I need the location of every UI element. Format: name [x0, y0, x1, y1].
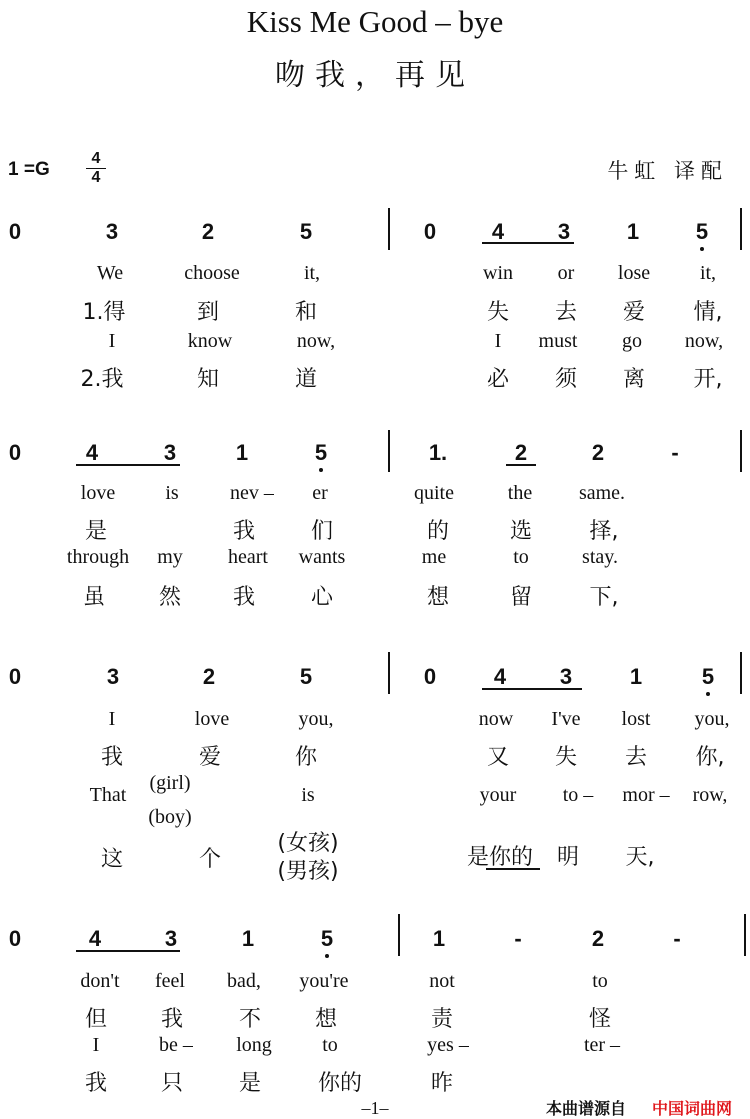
lyric: 昨: [430, 1071, 453, 1096]
lyric: 我: [84, 1071, 107, 1096]
lyric: 离: [622, 367, 645, 392]
lyric: is: [301, 784, 315, 806]
lyric: 然: [158, 585, 181, 610]
lyric: quite: [414, 482, 454, 504]
lyric: 和: [294, 300, 317, 325]
time-signature: [86, 150, 106, 187]
lyric: We: [96, 262, 124, 284]
lyric: 明: [556, 845, 579, 870]
note-dotted: [696, 664, 720, 690]
lyric: row,: [692, 784, 728, 806]
note: 1: [629, 664, 643, 689]
lyric: now: [478, 708, 514, 730]
lyric: must: [538, 330, 578, 352]
lyric: now,: [684, 330, 724, 352]
lyric: 是: [84, 519, 107, 544]
lyric: (男孩): [277, 859, 339, 884]
note-digit: 5: [701, 664, 715, 689]
lyric: lost: [621, 708, 651, 730]
lyric: wants: [298, 546, 346, 568]
lyric: 爱: [198, 745, 221, 770]
note: 1: [626, 219, 640, 244]
note: 1: [432, 926, 446, 951]
barline: [744, 914, 746, 956]
lyric: I: [108, 708, 116, 730]
lyric: nev –: [230, 482, 274, 504]
lyric: you,: [694, 708, 730, 730]
lyric: 知: [196, 367, 219, 392]
note: 2: [202, 664, 216, 689]
lyric: I: [108, 330, 116, 352]
lyric: long: [236, 1034, 272, 1056]
barline: [398, 914, 400, 956]
note: 3: [106, 664, 120, 689]
lyric: you,: [298, 708, 334, 730]
lyric: don't: [80, 970, 120, 992]
note: 3: [164, 926, 178, 951]
note: -: [514, 926, 522, 951]
lyric: 开,: [693, 367, 723, 392]
lyric: go: [622, 330, 642, 352]
meter-bottom: 4: [91, 169, 101, 186]
lyric: my: [157, 546, 183, 568]
note: 0: [423, 664, 437, 689]
lyric: 爱: [622, 300, 645, 325]
lyric: 个: [198, 847, 221, 872]
lyric: choose: [184, 262, 240, 284]
note-digit: 5: [320, 926, 334, 951]
lyric: me: [421, 546, 447, 568]
lyric: heart: [228, 546, 268, 568]
lyric: 天,: [625, 845, 655, 870]
lyric: I: [92, 1034, 100, 1056]
lyric: or: [557, 262, 575, 284]
page-number: –1–: [361, 1098, 389, 1118]
lyric: 失: [554, 745, 577, 770]
lyric: 心: [310, 585, 333, 610]
note: 2: [514, 440, 528, 465]
note: -: [671, 440, 679, 465]
barline: [388, 208, 390, 250]
note: 1.: [428, 440, 448, 465]
lyric: 道: [294, 367, 317, 392]
octave-dot: [700, 247, 704, 251]
lyric: 我: [232, 585, 255, 610]
note: 5: [299, 664, 313, 689]
lyric: stay.: [582, 546, 618, 568]
title-chinese: 吻我，再见: [275, 58, 475, 93]
title-english: Kiss Me Good – bye: [246, 4, 504, 39]
lyric: be –: [159, 1034, 193, 1056]
note: -: [673, 926, 681, 951]
lyric: 的: [426, 519, 449, 544]
lyric: yes –: [427, 1034, 469, 1056]
note: 3: [105, 219, 119, 244]
note: 1: [235, 440, 249, 465]
lyric: 我: [100, 745, 123, 770]
lyric: 情,: [693, 300, 723, 325]
lyric: er: [312, 482, 328, 504]
note-dotted: [690, 219, 714, 245]
lyric: 我: [232, 519, 255, 544]
barline: [740, 652, 742, 694]
lyric: feel: [155, 970, 185, 992]
lyric: now,: [296, 330, 336, 352]
note-digit: 5: [314, 440, 328, 465]
note: 2: [591, 926, 605, 951]
lyric: it,: [699, 262, 717, 284]
lyric: the: [507, 482, 533, 504]
lyric: to –: [562, 784, 594, 806]
barline: [740, 430, 742, 472]
note: 5: [299, 219, 313, 244]
lyric: not: [429, 970, 455, 992]
lyric: 们: [310, 519, 333, 544]
lyric: 下,: [589, 585, 619, 610]
lyric: 怪: [588, 1007, 611, 1032]
site-watermark: 中国词曲网: [652, 1099, 733, 1118]
lyric: bad,: [227, 970, 261, 992]
lyric: (女孩): [277, 831, 339, 856]
note: 1: [241, 926, 255, 951]
lyric: 又: [486, 745, 509, 770]
lyric: 是你的: [466, 845, 533, 870]
note: 3: [557, 219, 571, 244]
note: 4: [491, 219, 505, 244]
lyric: know: [187, 330, 233, 352]
lyric: 我: [160, 1007, 183, 1032]
lyric: is: [165, 482, 179, 504]
meter-top: 4: [91, 150, 101, 167]
note: 3: [559, 664, 573, 689]
lyric: (boy): [148, 806, 192, 828]
lyric: love: [194, 708, 230, 730]
lyric: 这: [100, 847, 123, 872]
lyric: you're: [299, 970, 349, 992]
lyric: 只: [160, 1071, 183, 1096]
note: 2: [201, 219, 215, 244]
note: 0: [8, 926, 22, 951]
lyric: ter –: [583, 1034, 621, 1056]
lyric: I: [494, 330, 502, 352]
lyric: to: [592, 970, 608, 992]
lyric: same.: [578, 482, 626, 504]
barline: [740, 208, 742, 250]
lyric: win: [483, 262, 513, 284]
lyric: to: [513, 546, 529, 568]
lyric: I've: [551, 708, 581, 730]
lyric: 到: [196, 300, 219, 325]
note: 0: [8, 440, 22, 465]
lyric: 2.我: [80, 367, 124, 392]
lyric: to: [322, 1034, 338, 1056]
lyric: 失: [486, 300, 509, 325]
lyric: 选: [509, 519, 532, 544]
lyric: 是: [238, 1071, 261, 1096]
lyric: mor –: [622, 784, 670, 806]
lyric: 必: [486, 367, 509, 392]
lyric: 留: [509, 585, 532, 610]
lyric: 责: [430, 1007, 453, 1032]
lyric: through: [66, 546, 130, 568]
lyric: 去: [554, 300, 577, 325]
note: 0: [8, 219, 22, 244]
lyric: your: [479, 784, 517, 806]
octave-dot: [319, 468, 323, 472]
lyric: That: [89, 784, 127, 806]
lyric: 须: [554, 367, 577, 392]
lyric: lose: [617, 262, 651, 284]
lyric: 但: [84, 1007, 107, 1032]
lyric: 虽: [82, 585, 105, 610]
key-signature: 1 =G: [8, 159, 50, 180]
lyric: 想: [314, 1007, 337, 1032]
octave-dot: [325, 954, 329, 958]
credit: 牛虹 译配: [607, 159, 728, 183]
note: 0: [423, 219, 437, 244]
lyric: 1.得: [82, 300, 126, 325]
note-digit: 5: [695, 219, 709, 244]
note: 4: [85, 440, 99, 465]
barline: [388, 430, 390, 472]
barline: [388, 652, 390, 694]
note: 4: [493, 664, 507, 689]
note-dotted: [315, 926, 339, 952]
lyric: love: [80, 482, 116, 504]
lyric: 不: [238, 1007, 261, 1032]
note-dotted: [309, 440, 333, 466]
lyric: 你: [294, 745, 317, 770]
lyric: it,: [303, 262, 321, 284]
note: 0: [8, 664, 22, 689]
lyric: 想: [426, 585, 449, 610]
lyric: (girl): [149, 772, 191, 794]
source-label: 本曲谱源自: [546, 1099, 627, 1118]
note: 2: [591, 440, 605, 465]
lyric: 你的: [317, 1071, 362, 1096]
note: 3: [163, 440, 177, 465]
lyric: 你,: [695, 745, 725, 770]
note: 4: [88, 926, 102, 951]
lyric: 去: [624, 745, 647, 770]
lyric: 择,: [589, 519, 619, 544]
octave-dot: [706, 692, 710, 696]
